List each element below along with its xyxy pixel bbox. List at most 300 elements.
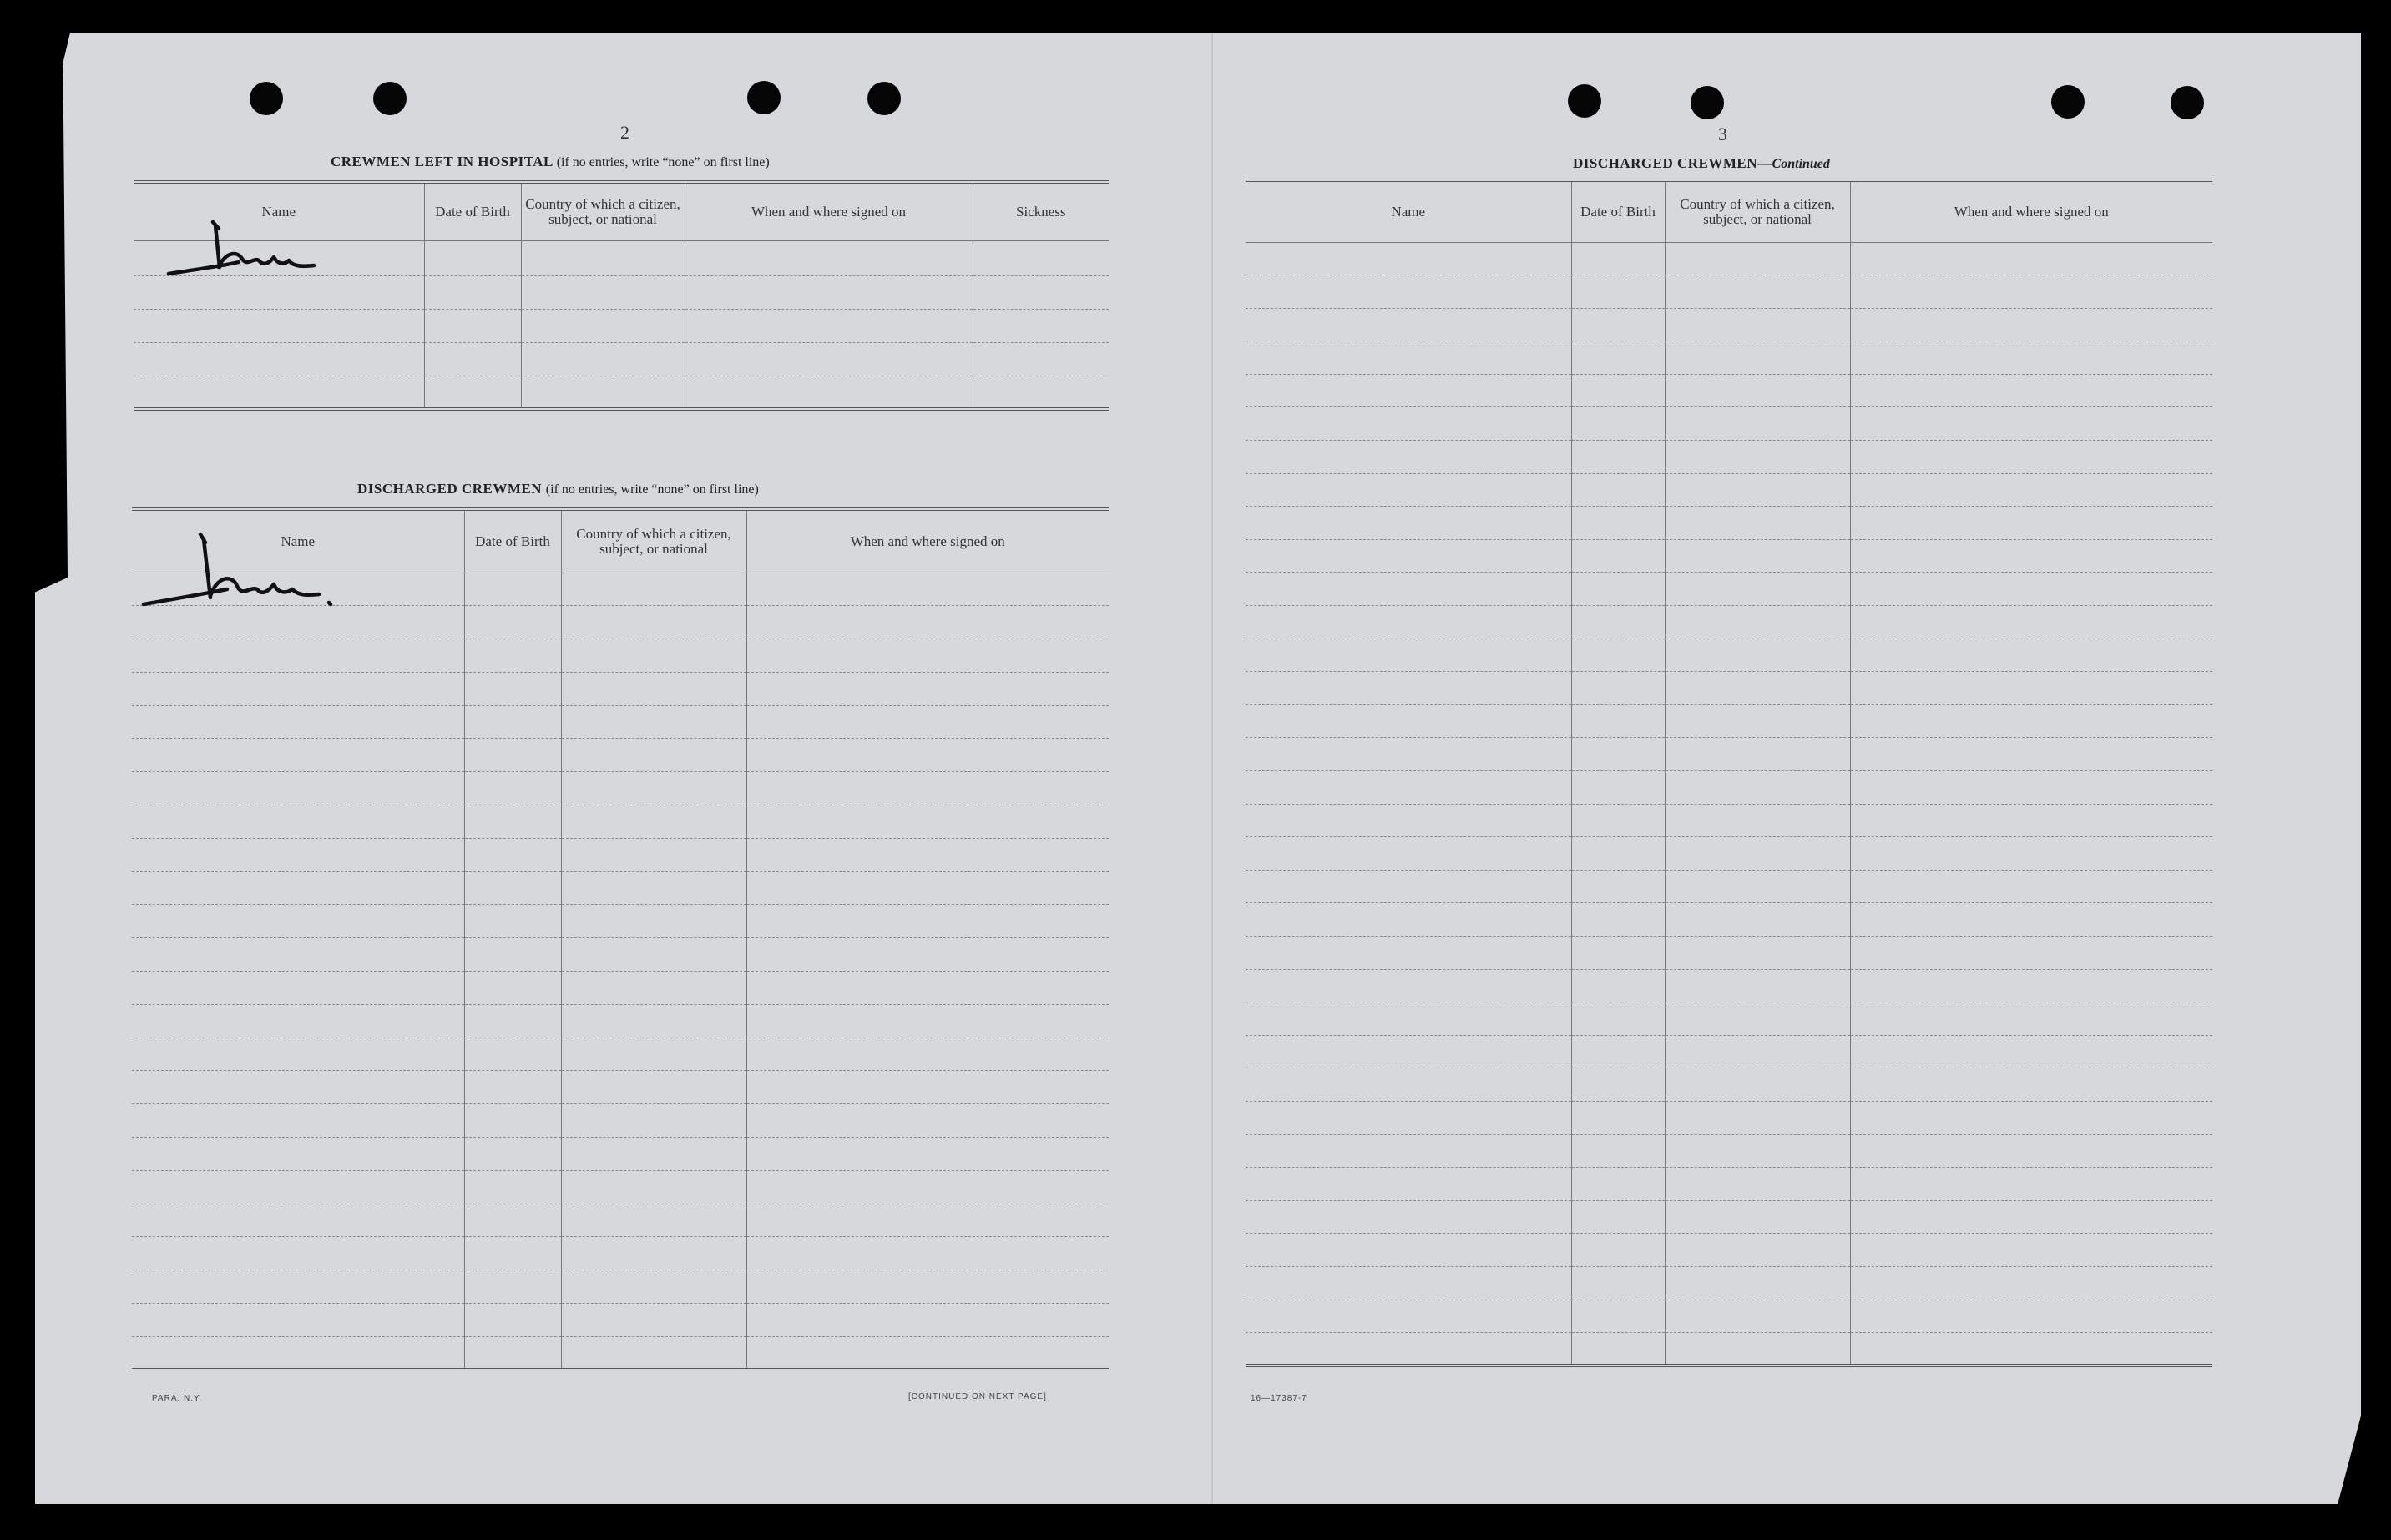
table-row [132, 639, 1109, 673]
table-cell [746, 573, 1109, 606]
table-cell [1850, 903, 2212, 937]
table-cell [1571, 704, 1665, 738]
table-cell [1246, 870, 1571, 903]
table-cell [132, 1071, 464, 1104]
table-cell [132, 871, 464, 905]
hospital-title: CREWMEN LEFT IN HOSPITAL [331, 154, 553, 169]
table-cell [1850, 473, 2212, 507]
table-cell [132, 1304, 464, 1337]
table-cell [464, 739, 561, 772]
table-cell [1246, 804, 1571, 837]
table-cell [424, 240, 521, 275]
table-cell [561, 1204, 746, 1237]
table-row [1246, 837, 2212, 871]
table-row [132, 871, 1109, 905]
discharged-continued-suffix: Continued [1772, 157, 1830, 171]
table-cell [1850, 441, 2212, 474]
table-cell [464, 1104, 561, 1138]
table-cell [1665, 1134, 1850, 1168]
table-cell [1665, 1333, 1850, 1366]
table-cell [1850, 738, 2212, 771]
table-cell [1850, 242, 2212, 275]
table-cell [746, 1336, 1109, 1370]
column-header-country: Country of which a citizen, subject, or national [521, 182, 685, 240]
table-cell [1571, 606, 1665, 639]
table-row [132, 905, 1109, 938]
table-cell [1246, 1168, 1571, 1201]
table-cell [132, 1204, 464, 1237]
table-cell [746, 1270, 1109, 1304]
table-cell [464, 606, 561, 639]
table-cell [132, 938, 464, 972]
table-cell [521, 342, 685, 376]
table-cell [464, 1004, 561, 1038]
table-cell [746, 905, 1109, 938]
table-cell [746, 938, 1109, 972]
table-cell [1246, 275, 1571, 309]
table-cell [561, 1304, 746, 1337]
table-cell [1571, 308, 1665, 341]
table-row [132, 1004, 1109, 1038]
table-cell [1850, 639, 2212, 672]
table-cell [1665, 374, 1850, 407]
table-cell [464, 639, 561, 673]
table-row [1246, 870, 2212, 903]
table-cell [1850, 1266, 2212, 1300]
table-row [1246, 539, 2212, 573]
table-cell [1246, 1266, 1571, 1300]
table-cell [1571, 1333, 1665, 1366]
table-cell [464, 1138, 561, 1171]
table-cell [685, 342, 973, 376]
column-header-name: Name [134, 182, 424, 240]
table-row [132, 672, 1109, 705]
table-cell [1665, 1168, 1850, 1201]
table-cell [1850, 407, 2212, 441]
table-cell [973, 309, 1109, 342]
table-cell [1246, 704, 1571, 738]
table-cell [1850, 672, 2212, 705]
table-row [1246, 507, 2212, 540]
table-cell [1571, 539, 1665, 573]
table-cell [685, 275, 973, 309]
table-cell [746, 606, 1109, 639]
table-cell [561, 1170, 746, 1204]
hospital-note: (if no entries, write “none” on first line) [556, 155, 770, 169]
table-cell [1665, 507, 1850, 540]
table-cell [1246, 1101, 1571, 1134]
hospital-table [134, 180, 1109, 411]
table-row [1246, 1266, 2212, 1300]
table-row [1246, 903, 2212, 937]
table-cell [1665, 738, 1850, 771]
table-cell [1246, 341, 1571, 375]
table-cell [746, 705, 1109, 739]
table-cell [1665, 870, 1850, 903]
table-cell [1246, 507, 1571, 540]
table-cell [424, 342, 521, 376]
table-cell [1571, 1300, 1665, 1333]
table-cell [973, 342, 1109, 376]
punch-hole [373, 82, 407, 115]
punch-hole [1568, 84, 1601, 118]
table-cell [1246, 573, 1571, 606]
table-row [1246, 441, 2212, 474]
table-cell [1850, 870, 2212, 903]
table-cell [1665, 771, 1850, 805]
table-row [1246, 341, 2212, 375]
table-cell [746, 1204, 1109, 1237]
table-cell [561, 1004, 746, 1038]
table-cell [1571, 341, 1665, 375]
table-cell [746, 1038, 1109, 1071]
table-cell [134, 342, 424, 376]
table-cell [561, 672, 746, 705]
table-row [132, 1038, 1109, 1071]
discharged-continued-title [1573, 155, 1830, 172]
punch-hole [2171, 86, 2204, 119]
table-row [1246, 606, 2212, 639]
table-cell [1246, 837, 1571, 871]
table-cell [1246, 539, 1571, 573]
table-cell [1571, 1266, 1665, 1300]
table-row [132, 1237, 1109, 1270]
table-cell [464, 905, 561, 938]
table-cell [561, 705, 746, 739]
column-header-date-of-birth: Date of Birth [1571, 180, 1665, 242]
table-cell [746, 838, 1109, 871]
table-cell [1246, 308, 1571, 341]
footer-printer-mark: PARA. N.Y. [152, 1394, 203, 1403]
table-row [132, 1104, 1109, 1138]
table-cell [1246, 473, 1571, 507]
table-cell [1850, 573, 2212, 606]
table-cell [746, 1237, 1109, 1270]
table-cell [132, 1138, 464, 1171]
table-cell [561, 606, 746, 639]
discharged-continued-heading: DISCHARGED CREWMEN— [1573, 155, 1772, 171]
table-cell [1850, 1002, 2212, 1036]
table-cell [1665, 1200, 1850, 1234]
table-cell [561, 805, 746, 839]
table-cell [1571, 1035, 1665, 1068]
table-row [132, 838, 1109, 871]
table-cell [561, 1038, 746, 1071]
table-cell [1850, 539, 2212, 573]
table-cell [1850, 1101, 2212, 1134]
table-row [1246, 1068, 2212, 1102]
table-row [1246, 407, 2212, 441]
handwritten-none-discharged [140, 531, 341, 614]
table-cell [132, 1170, 464, 1204]
table-row [132, 1270, 1109, 1304]
table-cell [561, 1336, 746, 1370]
table-cell [1571, 407, 1665, 441]
table-cell [132, 1270, 464, 1304]
table-cell [521, 376, 685, 409]
table-cell [1665, 441, 1850, 474]
table-cell [973, 376, 1109, 409]
table-cell [1246, 969, 1571, 1002]
table-row [1246, 275, 2212, 309]
table-cell [1571, 969, 1665, 1002]
punch-hole [2051, 85, 2085, 119]
table-row [132, 1170, 1109, 1204]
table-cell [132, 805, 464, 839]
table-cell [1665, 1234, 1850, 1267]
table-cell [1246, 1200, 1571, 1234]
table-cell [1665, 275, 1850, 309]
table-cell [1850, 1300, 2212, 1333]
column-header-name: Name [132, 509, 464, 573]
table-cell [1571, 771, 1665, 805]
table-cell [1665, 473, 1850, 507]
table-cell [1665, 1035, 1850, 1068]
table-cell [1850, 374, 2212, 407]
table-row [1246, 308, 2212, 341]
table-cell [1850, 1068, 2212, 1102]
table-cell [1571, 1200, 1665, 1234]
table-cell [561, 1270, 746, 1304]
discharged-title: DISCHARGED CREWMEN [357, 481, 543, 497]
table-cell [561, 905, 746, 938]
column-header-date-of-birth: Date of Birth [464, 509, 561, 573]
punch-hole [250, 82, 283, 115]
table-cell [1665, 308, 1850, 341]
table-cell [1665, 606, 1850, 639]
table-cell [685, 309, 973, 342]
table-cell [132, 639, 464, 673]
table-cell [1850, 606, 2212, 639]
table-cell [1850, 837, 2212, 871]
table-cell [1571, 903, 1665, 937]
table-cell [1571, 374, 1665, 407]
table-cell [1246, 903, 1571, 937]
table-cell [464, 871, 561, 905]
table-cell [1571, 837, 1665, 871]
table-row [1246, 242, 2212, 275]
table-cell [746, 1138, 1109, 1171]
table-cell [746, 972, 1109, 1005]
table-cell [1665, 573, 1850, 606]
table-cell [1665, 804, 1850, 837]
table-row [1246, 672, 2212, 705]
table-cell [1850, 1234, 2212, 1267]
table-row [1246, 573, 2212, 606]
table-row [1246, 1035, 2212, 1068]
table-row [1246, 704, 2212, 738]
table-cell [685, 376, 973, 409]
table-cell [1571, 936, 1665, 969]
table-cell [1246, 1234, 1571, 1267]
table-cell [1571, 275, 1665, 309]
table-cell [464, 573, 561, 606]
table-cell [561, 772, 746, 805]
table-cell [1571, 1068, 1665, 1102]
table-cell [464, 1204, 561, 1237]
table-row [132, 938, 1109, 972]
punch-hole [867, 82, 901, 115]
table-cell [561, 1071, 746, 1104]
page-number: 2 [620, 122, 629, 143]
table-cell [1571, 672, 1665, 705]
table-cell [1850, 341, 2212, 375]
table-cell [1246, 738, 1571, 771]
table-cell [561, 1237, 746, 1270]
table-cell [746, 1304, 1109, 1337]
table-row [1246, 473, 2212, 507]
table-cell [1850, 308, 2212, 341]
column-header-sickness: Sickness [973, 182, 1109, 240]
table-cell [132, 739, 464, 772]
table-cell [1246, 1333, 1571, 1366]
table-cell [424, 275, 521, 309]
table-cell [132, 1336, 464, 1370]
table-cell [132, 705, 464, 739]
table-row [132, 739, 1109, 772]
table-cell [1665, 407, 1850, 441]
table-cell [1571, 1101, 1665, 1134]
table-cell [1571, 1134, 1665, 1168]
table-row [1246, 1333, 2212, 1366]
table-row [1246, 738, 2212, 771]
table-row [1246, 1168, 2212, 1201]
column-header-date-of-birth: Date of Birth [424, 182, 521, 240]
table-row [132, 805, 1109, 839]
table-cell [1850, 1168, 2212, 1201]
table-cell [132, 1004, 464, 1038]
table-cell [1246, 1300, 1571, 1333]
table-cell [1246, 639, 1571, 672]
table-row [1246, 1234, 2212, 1267]
column-header-name: Name [1246, 180, 1571, 242]
table-cell [561, 1138, 746, 1171]
table-cell [1571, 870, 1665, 903]
table-cell [464, 1304, 561, 1337]
discharged-section-title [357, 481, 759, 497]
table-cell [132, 1038, 464, 1071]
table-cell [1665, 341, 1850, 375]
table-row [132, 772, 1109, 805]
column-header-country: Country of which a citizen, subject, or national [1665, 180, 1850, 242]
table-row [1246, 374, 2212, 407]
hospital-section-title [331, 154, 770, 170]
table-cell [561, 972, 746, 1005]
column-header-country: Country of which a citizen, subject, or national [561, 509, 746, 573]
table-cell [973, 240, 1109, 275]
table-row [132, 1138, 1109, 1171]
table-cell [746, 1104, 1109, 1138]
table-row [1246, 1134, 2212, 1168]
table-row [132, 705, 1109, 739]
table-cell [464, 1237, 561, 1270]
table-cell [1665, 1266, 1850, 1300]
table-cell [1246, 936, 1571, 969]
table-cell [1665, 672, 1850, 705]
table-cell [561, 938, 746, 972]
table-cell [1850, 507, 2212, 540]
table-cell [1665, 969, 1850, 1002]
table-cell [561, 871, 746, 905]
discharged-continued-table [1246, 179, 2212, 1367]
table-row [1246, 1200, 2212, 1234]
page-fold [1211, 33, 1213, 1504]
table-cell [561, 639, 746, 673]
table-cell [464, 838, 561, 871]
table-cell [1246, 1134, 1571, 1168]
table-cell [521, 240, 685, 275]
table-cell [1665, 1068, 1850, 1102]
table-cell [746, 672, 1109, 705]
table-cell [132, 838, 464, 871]
table-cell [1665, 903, 1850, 937]
table-cell [132, 972, 464, 1005]
table-row [1246, 639, 2212, 672]
discharged-note: (if no entries, write “none” on first line) [545, 482, 759, 497]
table-cell [1246, 441, 1571, 474]
table-cell [685, 240, 973, 275]
table-cell [1246, 374, 1571, 407]
table-row [132, 1336, 1109, 1370]
table-cell [561, 838, 746, 871]
table-cell [464, 1270, 561, 1304]
column-header-signed-on: When and where signed on [1850, 180, 2212, 242]
table-cell [464, 1336, 561, 1370]
table-cell [1246, 606, 1571, 639]
column-header-signed-on: When and where signed on [746, 509, 1109, 573]
table-cell [134, 309, 424, 342]
table-cell [464, 1071, 561, 1104]
table-cell [746, 772, 1109, 805]
punch-hole [747, 81, 781, 114]
table-cell [424, 376, 521, 409]
table-row [1246, 969, 2212, 1002]
table-cell [1246, 771, 1571, 805]
table-cell [1665, 539, 1850, 573]
table-cell [561, 573, 746, 606]
table-cell [1665, 242, 1850, 275]
footer-continued-note: [CONTINUED ON NEXT PAGE] [908, 1392, 1047, 1401]
table-cell [132, 1237, 464, 1270]
table-cell [1665, 1101, 1850, 1134]
table-row [132, 972, 1109, 1005]
table-cell [521, 309, 685, 342]
table-cell [746, 639, 1109, 673]
table-cell [1571, 1002, 1665, 1036]
table-cell [1571, 573, 1665, 606]
table-cell [1665, 704, 1850, 738]
table-cell [1665, 837, 1850, 871]
table-cell [746, 1004, 1109, 1038]
table-cell [746, 1170, 1109, 1204]
table-cell [1850, 1134, 2212, 1168]
table-cell [132, 905, 464, 938]
handwritten-none-hospital [167, 219, 334, 285]
table-cell [132, 672, 464, 705]
table-cell [464, 672, 561, 705]
punch-hole [1691, 86, 1724, 119]
table-cell [1665, 639, 1850, 672]
table-row [1246, 1101, 2212, 1134]
footer-form-number: 16—17387-7 [1251, 1394, 1307, 1403]
table-cell [1571, 507, 1665, 540]
table-row [1246, 1002, 2212, 1036]
table-cell [1571, 473, 1665, 507]
table-cell [746, 739, 1109, 772]
table-cell [464, 972, 561, 1005]
table-cell [464, 705, 561, 739]
table-cell [464, 938, 561, 972]
